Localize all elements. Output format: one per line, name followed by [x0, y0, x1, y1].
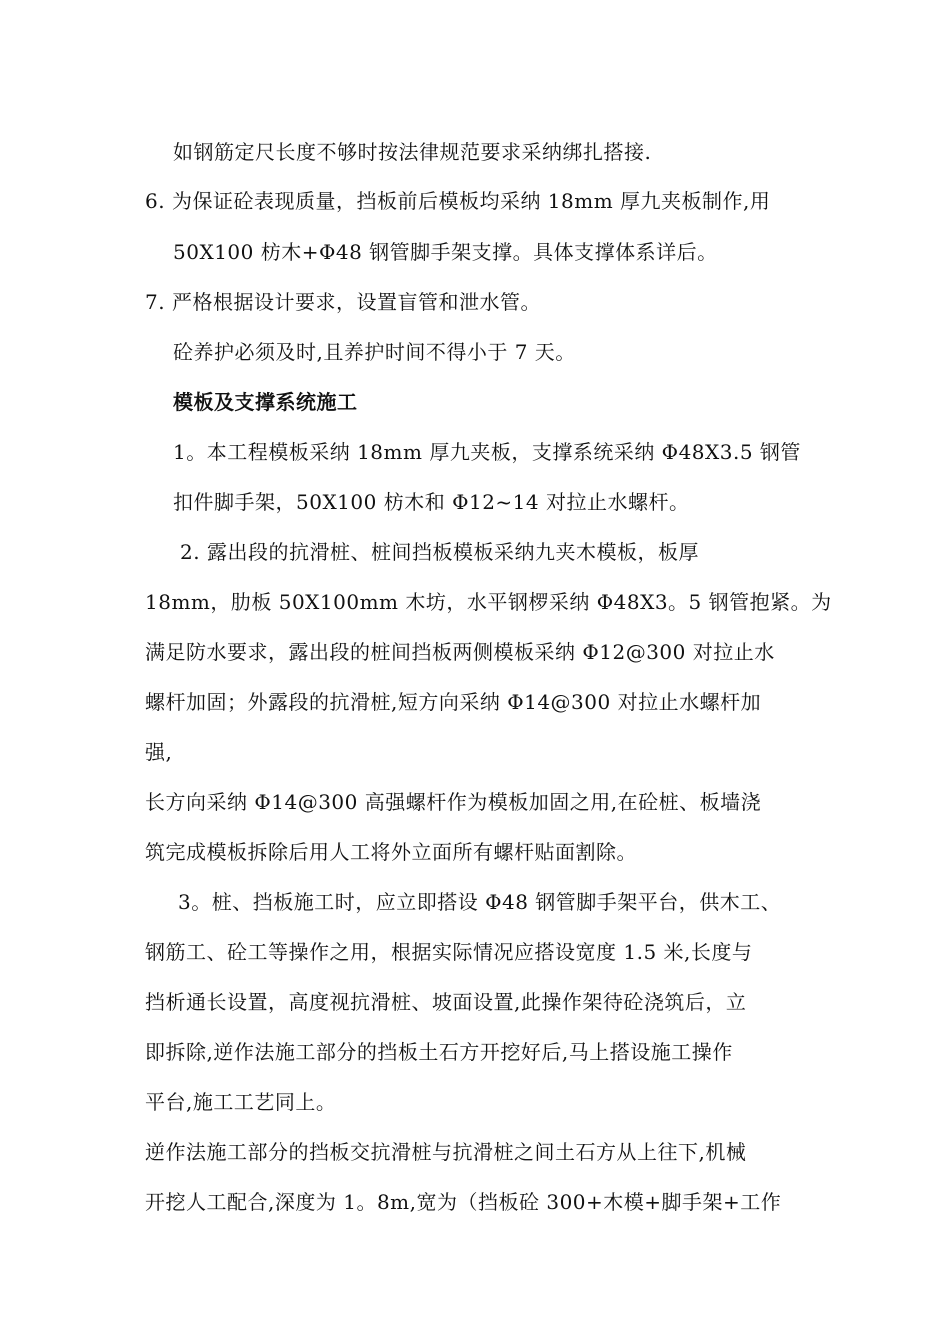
paragraph-1-line-2: 扣件脚手架，50X100 枋木和 Φ12~14 对拉止水螺杆。 [173, 490, 690, 514]
paragraph-2-line-4: 螺杆加固；外露段的抗滑桩,短方向采纳 Φ14@300 对拉止水螺杆加 [145, 690, 762, 714]
paragraph-2-line-2: 18mm，肋板 50X100mm 木坊，水平钢椤采纳 Φ48X3。5 钢管抱紧。为 [145, 590, 832, 614]
paragraph-3-line-2: 钢筋工、砼工等操作之用，根据实际情况应搭设宽度 1.5 米,长度与 [145, 940, 753, 964]
paragraph-3-line-4: 即拆除,逆作法施工部分的挡板土石方开挖好后,马上搭设施工操作 [145, 1040, 733, 1064]
paragraph-2-line-7: 筑完成模板拆除后用人工将外立面所有螺杆贴面割除。 [145, 840, 637, 864]
text-line-curing: 砼养护必须及时,且养护时间不得小于 7 天。 [173, 340, 576, 364]
paragraph-1-line-1: 1。本工程模板采纳 18mm 厚九夹板，支撑系统采纳 Φ48X3.5 钢管 [173, 440, 801, 464]
paragraph-3-line-5: 平台,施工工艺同上。 [145, 1090, 337, 1114]
text-line-reinforcement-lap: 如钢筋定尺长度不够时按法律规范要求采纳绑扎搭接. [173, 140, 652, 164]
paragraph-2-line-1: 2. 露出段的抗滑桩、桩间挡板模板采纳九夹木模板，板厚 [180, 540, 699, 564]
paragraph-2-line-5: 强, [145, 740, 173, 764]
list-item-6-line-1: 6. 为保证砼表现质量，挡板前后模板均采纳 18mm 厚九夹板制作,用 [145, 189, 771, 213]
paragraph-2-line-3: 满足防水要求，露出段的桩间挡板两侧模板采纳 Φ12@300 对拉止水 [145, 640, 775, 664]
paragraph-4-line-2: 开挖人工配合,深度为 1。8m,宽为（挡板砼 300+木模+脚手架+工作 [145, 1190, 782, 1214]
section-heading-formwork: 模板及支撑系统施工 [173, 390, 358, 414]
list-item-7: 7. 严格根据设计要求，设置盲管和泄水管。 [145, 290, 541, 314]
paragraph-3-line-3: 挡析通长设置，高度视抗滑桩、坡面设置,此操作架待砼浇筑后，立 [145, 990, 747, 1014]
paragraph-2-line-6: 长方向采纳 Φ14@300 高强螺杆作为模板加固之用,在砼桩、板墙浇 [145, 790, 762, 814]
paragraph-3-line-1: 3。桩、挡板施工时，应立即搭设 Φ48 钢管脚手架平台，供木工、 [178, 890, 782, 914]
paragraph-4-line-1: 逆作法施工部分的挡板交抗滑桩与抗滑桩之间土石方从上往下,机械 [145, 1140, 747, 1164]
list-item-6-line-2: 50X100 枋木+Φ48 钢管脚手架支撑。具体支撑体系详后。 [173, 240, 718, 264]
